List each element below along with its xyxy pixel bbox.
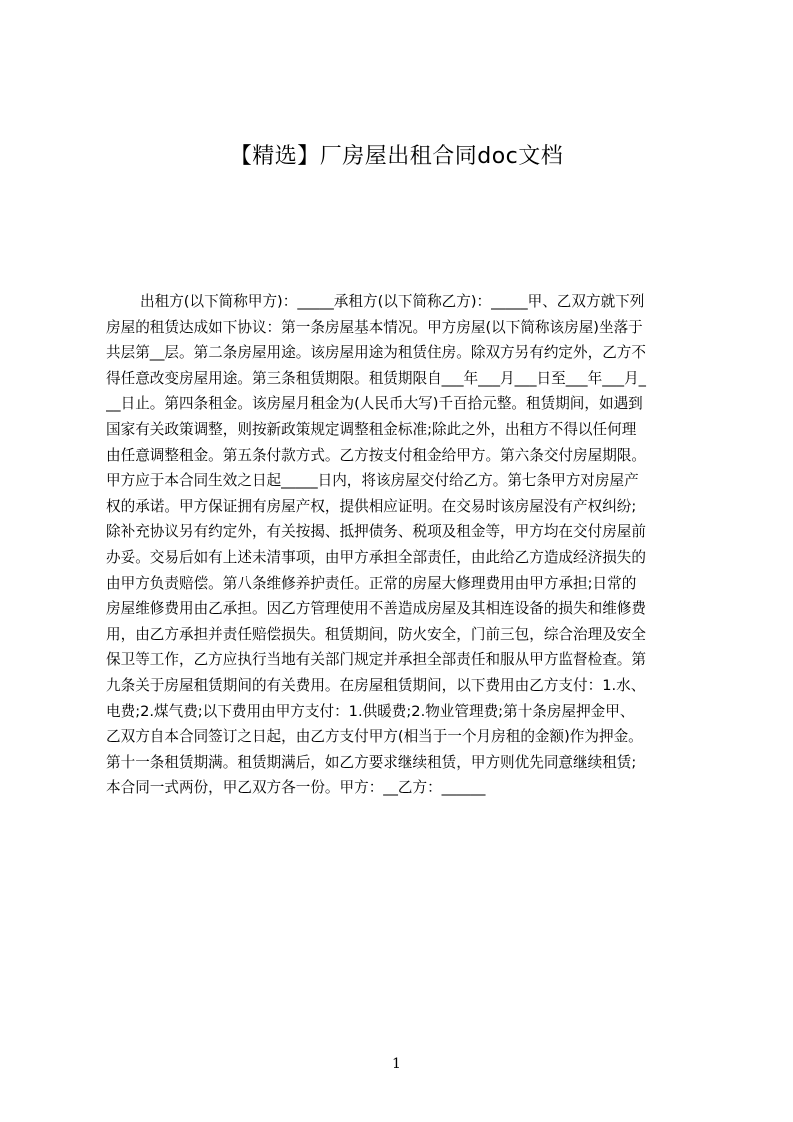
body-line: 由甲方负责赔偿。第八条维修养护责任。正常的房屋大修理费用由甲方承担;日常的: [106, 574, 637, 592]
document-title: 【精选】厂房屋出租合同doc文档: [229, 144, 564, 169]
body-line: 除补充协议另有约定外，有关按揭、抵押债务、税项及租金等，甲方均在交付房屋前: [106, 523, 646, 541]
body-line: 得任意改变房屋用途。第三条租赁期限。租赁期限自___年___月___日至___年___月_: [106, 369, 646, 387]
body-line: 办妥。交易后如有上述未清事项，由甲方承担全部责任，由此给乙方造成经济损失的: [106, 548, 646, 566]
body-line: 本合同一式两份，甲乙双方各一份。甲方：__乙方：______: [106, 779, 486, 797]
body-line: 共层第__层。第二条房屋用途。该房屋用途为租赁住房。除双方另有约定外，乙方不: [106, 344, 646, 362]
body-line: 权的承诺。甲方保证拥有房屋产权，提供相应证明。在交易时该房屋没有产权纠纷;: [106, 497, 637, 515]
body-line: 出租方(以下简称甲方)：_____承租方(以下简称乙方)：_____甲、乙双方就下列: [140, 293, 645, 310]
body-line: 电费;2.煤气费;以下费用由甲方支付：1.供暖费;2.物业管理费;第十条房屋押金甲、: [106, 702, 635, 720]
body-line: 九条关于房屋租赁期间的有关费用。在房屋租赁期间，以下费用由乙方支付：1.水、: [106, 676, 646, 694]
page-number: 1: [392, 1056, 401, 1072]
body-line: 用，由乙方承担并责任赔偿损失。租赁期间，防火安全，门前三包，综合治理及安全: [106, 625, 646, 643]
body-line: 甲方应于本合同生效之日起_____日内，将该房屋交付给乙方。第七条甲方对房屋产: [106, 472, 639, 490]
document-body: [106, 289, 696, 801]
body-line: 保卫等工作，乙方应执行当地有关部门规定并承担全部责任和服从甲方监督检查。第: [106, 651, 646, 669]
body-line: __日止。第四条租金。该房屋月租金为(人民币大写)千百拾元整。租赁期间，如遇到: [106, 395, 643, 413]
body-line: 第十一条租赁期满。租赁期满后，如乙方要求继续租赁，甲方则优先同意继续租赁;: [106, 753, 637, 771]
body-line: 由任意调整租金。第五条付款方式。乙方按支付租金给甲方。第六条交付房屋期限。: [106, 446, 646, 464]
body-line: 乙双方自本合同签订之日起，由乙方支付甲方(相当于一个月房租的金额)作为押金。: [106, 728, 643, 746]
body-line: 国家有关政策调整，则按新政策规定调整租金标准;除此之外，出租方不得以任何理: [106, 420, 637, 438]
body-line: 房屋维修费用由乙承担。因乙方管理使用不善造成房屋及其相连设备的损失和维修费: [106, 600, 646, 618]
body-line: 房屋的租赁达成如下协议：第一条房屋基本情况。甲方房屋(以下简称该房屋)坐落于: [106, 318, 643, 336]
